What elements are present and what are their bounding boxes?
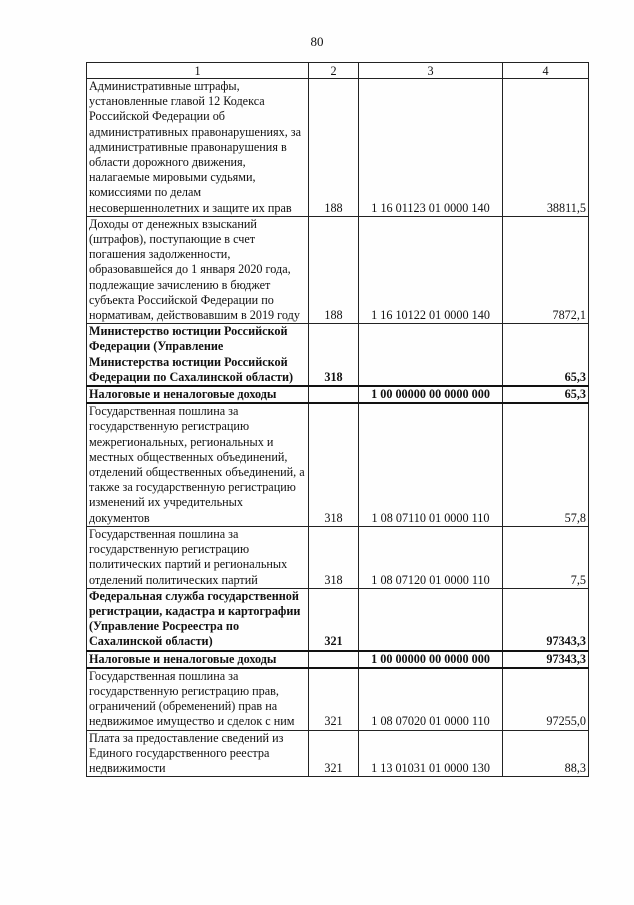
budget-revenue-table <box>86 62 589 777</box>
row-amount: 7872,1 <box>503 216 589 323</box>
row-amount: 97343,3 <box>503 651 589 668</box>
row-name: Государственная пошлина за государственную регистрацию политических партий и региональных отделений политических партий <box>87 526 309 588</box>
row-amount: 97343,3 <box>503 588 589 650</box>
row-name: Доходы от денежных взысканий (штрафов), поступающие в счет погашения задолженности, образовавшейся до 1 января 2020 года, подлежащие зачислению в бюджет субъекта Российской Федерации по нормативам, действовавшим в 2019 году <box>87 216 309 323</box>
row-amount: 88,3 <box>503 730 589 777</box>
row-name: Налоговые и неналоговые доходы <box>87 386 309 403</box>
row-admin-code: 188 <box>309 79 359 217</box>
row-amount: 97255,0 <box>503 668 589 730</box>
row-admin-code: 318 <box>309 526 359 588</box>
row-admin-code: 321 <box>309 588 359 650</box>
row-name: Государственная пошлина за государственную регистрацию межрегиональных, региональных и местных общественных объединений, отделений общественных объединений, а также за государственную регистрацию изменений их учредительных документов <box>87 403 309 526</box>
table-header-row <box>87 63 589 79</box>
header-col-3: 3 <box>359 63 503 79</box>
row-amount: 7,5 <box>503 526 589 588</box>
row-admin-code <box>309 386 359 403</box>
table-row <box>87 668 589 730</box>
table-row-ministry <box>87 324 589 386</box>
row-admin-code: 188 <box>309 216 359 323</box>
row-name: Федеральная служба государственной регистрации, кадастра и картографии (Управление Росреестра по Сахалинской области) <box>87 588 309 650</box>
row-admin-code: 321 <box>309 668 359 730</box>
table-row <box>87 526 589 588</box>
table-row <box>87 79 589 217</box>
row-kbk-code: 1 16 10122 01 0000 140 <box>359 216 503 323</box>
row-name: Плата за предоставление сведений из Единого государственного реестра недвижимости <box>87 730 309 777</box>
row-admin-code: 318 <box>309 324 359 386</box>
table-row <box>87 403 589 526</box>
row-name: Министерство юстиции Российской Федерации (Управление Министерства юстиции Российской Федерации по Сахалинской области) <box>87 324 309 386</box>
row-kbk-code: 1 00 00000 00 0000 000 <box>359 651 503 668</box>
table-row <box>87 216 589 323</box>
row-amount: 65,3 <box>503 324 589 386</box>
table-row-agency <box>87 588 589 650</box>
row-kbk-code: 1 00 00000 00 0000 000 <box>359 386 503 403</box>
row-kbk-code <box>359 588 503 650</box>
row-kbk-code: 1 08 07120 01 0000 110 <box>359 526 503 588</box>
row-amount: 38811,5 <box>503 79 589 217</box>
row-kbk-code: 1 16 01123 01 0000 140 <box>359 79 503 217</box>
header-col-4: 4 <box>503 63 589 79</box>
row-admin-code <box>309 651 359 668</box>
table-row-subtotal <box>87 386 589 403</box>
row-kbk-code: 1 08 07020 01 0000 110 <box>359 668 503 730</box>
row-kbk-code: 1 08 07110 01 0000 110 <box>359 403 503 526</box>
row-amount: 57,8 <box>503 403 589 526</box>
row-name: Административные штрафы, установленные главой 12 Кодекса Российской Федерации об административных правонарушениях, за административные правонарушения в области дорожного движения, налагаемые мировыми судьями, комиссиями по делам несовершеннолетних и защите их прав <box>87 79 309 217</box>
row-kbk-code <box>359 324 503 386</box>
table-row-subtotal <box>87 651 589 668</box>
header-col-1: 1 <box>87 63 309 79</box>
row-amount: 65,3 <box>503 386 589 403</box>
row-name: Государственная пошлина за государственную регистрацию прав, ограничений (обременений) прав на недвижимое имущество и сделок с ним <box>87 668 309 730</box>
row-admin-code: 321 <box>309 730 359 777</box>
row-name: Налоговые и неналоговые доходы <box>87 651 309 668</box>
header-col-2: 2 <box>309 63 359 79</box>
row-admin-code: 318 <box>309 403 359 526</box>
page-number: 80 <box>310 34 324 49</box>
table-row <box>87 730 589 777</box>
row-kbk-code: 1 13 01031 01 0000 130 <box>359 730 503 777</box>
